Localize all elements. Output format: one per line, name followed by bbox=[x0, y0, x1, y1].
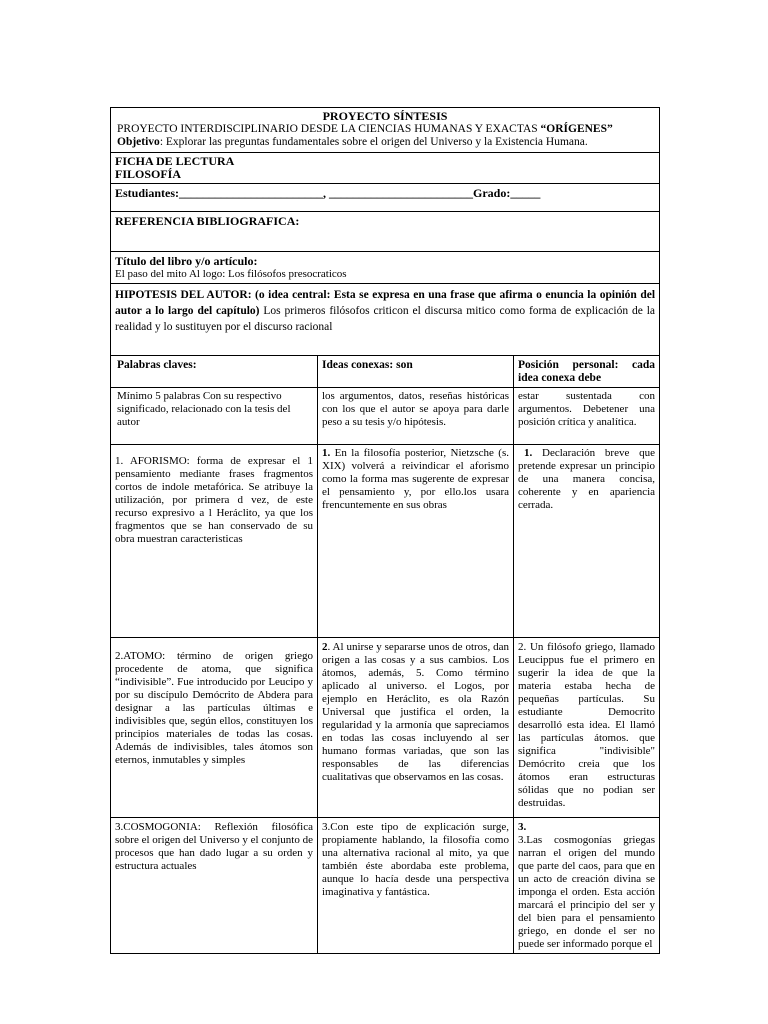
table-row bbox=[111, 638, 660, 818]
ficha-title: FICHA DE LECTURA bbox=[115, 154, 235, 168]
reference-label: REFERENCIA BIBLIOGRAFICA: bbox=[115, 214, 300, 228]
students-field[interactable]: Estudiantes:________________________, ________________________Grado:_____ bbox=[115, 186, 541, 200]
project-subtitle-emphasis: “ORÍGENES” bbox=[540, 123, 613, 135]
instructions-keywords: Mínimo 5 palabras Con su respectivo significado, relacionado con la tesis del autor bbox=[111, 388, 318, 445]
objective-label: Objetivo bbox=[117, 136, 160, 148]
ficha-row bbox=[111, 153, 660, 184]
reference-cell bbox=[111, 212, 660, 252]
book-title-label: Título del libro y/o artículo: bbox=[115, 254, 258, 268]
position-cell-2: 2. Un filósofo griego, llamado Leucippus fue el primero en sugerir la idea de que la materia estaba hecha de pequeñas partículas. Su estudiante Democrito desarrolló esta idea. El llamó las partículas átomos. que significa "indivisible" Demócrito creia que los átomos eran estructuras sólidas que no podian ser destruidas. bbox=[514, 638, 660, 818]
idea-cell-1 bbox=[318, 445, 514, 638]
position-text-1: Declaración breve que pretende expresar un principio de una manera concisa, coherente y en apariencia cerrada. bbox=[518, 447, 656, 511]
hypothesis-cell bbox=[111, 284, 660, 356]
book-title-value: El paso del mito Al logo: Los filósofos presocraticos bbox=[115, 268, 347, 280]
idea-text-2: . Al unirse y separarse unos de otros, dan origen a las cosas y a sus cambios. Los átomos, además, 5. Como término aplicado al universo. el Logos, por ejemplo en Heráclito, es ola Razón Universal que justifica el orden, la regularidad y la armonía que sapreciamos en todas las cosas incluyendo al ser humano formas variadas, que son las responsables de las diferencias cualitativas que observamos en las cosas. bbox=[322, 641, 509, 783]
position-text-3: 3.Las cosmogonías griegas narran el origen del mundo que parte del caos, para que en un acto de creación divina se imponga el orden. Esta acción marcará el principio del ser y del bien para el pensamiento griego, en donde el ser no puede ser informado porque el bbox=[518, 834, 656, 950]
column-header-keywords: Palabras claves: bbox=[111, 356, 318, 388]
idea-text-1: En la filosofía posterior, Nietzsche (s. XIX) volverá a reivindicar el aforismo como la forma mas sugerente de expresar el pensamiento y, por ello.los usara frencuntemente en sus obras bbox=[322, 447, 509, 511]
reading-worksheet bbox=[110, 107, 659, 954]
header-row bbox=[111, 108, 660, 153]
position-number-1: 1. bbox=[524, 447, 533, 459]
position-cell-3 bbox=[514, 818, 660, 954]
project-subtitle bbox=[115, 123, 655, 136]
students-cell bbox=[111, 184, 660, 212]
column-header-position: Posición personal: cada idea conexa debe bbox=[514, 356, 660, 388]
ficha-subject: FILOSOFÍA bbox=[115, 167, 182, 181]
keyword-cell-3: 3.COSMOGONIA: Reflexión filosófica sobre el origen del Universo y el conjunto de procesos que han dado lugar a su orden y estructura actuales bbox=[111, 818, 318, 954]
position-number-3: 3. bbox=[518, 821, 527, 833]
book-title-cell bbox=[111, 252, 660, 284]
column-header-ideas: Ideas conexas: son bbox=[318, 356, 514, 388]
hypothesis-row bbox=[111, 284, 660, 356]
column-header-row bbox=[111, 356, 660, 388]
project-title: PROYECTO SÍNTESIS bbox=[322, 109, 448, 123]
students-row bbox=[111, 184, 660, 212]
project-objective bbox=[115, 136, 655, 149]
instructions-ideas: los argumentos, datos, reseñas históricas con los que el autor se apoya para darle peso a su tesis y/o hipótesis. bbox=[318, 388, 514, 445]
book-title-row bbox=[111, 252, 660, 284]
idea-cell-3: 3.Con este tipo de explicación surge, propiamente hablando, la filosofía como una alternativa racional al mito, ya que también éste abordaba este problema, aunque lo hacía desde una perspectiva imaginativa y fantástica. bbox=[318, 818, 514, 954]
hypothesis-text: Los primeros filósofos criticon el discursa mitico como forma de explicación de la realidad y lo sustituyen por el discurso racional bbox=[115, 305, 656, 333]
project-subtitle-text: PROYECTO INTERDISCIPLINARIO DESDE LA CIENCIAS HUMANAS Y EXACTAS bbox=[117, 123, 541, 135]
ficha-cell bbox=[111, 153, 660, 184]
instructions-position: estar sustentada con argumentos. Debetener una posición crítica y analítica. bbox=[514, 388, 660, 445]
keyword-cell-1: 1. AFORISMO: forma de expresar el 1 pensamiento mediante frases fragmentos cortos de indole metafórica. Se atribuye la utilización, por primera d vez, de este recurso expresivo a l Heráclito, ya que los fragmentos que se han conservado de su obra muestran caracteristicas bbox=[111, 445, 318, 638]
header-cell bbox=[111, 108, 660, 153]
objective-text: : Explorar las preguntas fundamentales sobre el origen del Universo y la Existencia Humana. bbox=[159, 136, 588, 148]
hypothesis-label: HIPOTESIS DEL AUTOR: (o idea central: Esta se expresa en una frase que afirma o enuncia la opinión del autor a lo largo del capítulo) bbox=[115, 289, 656, 317]
worksheet-table bbox=[110, 107, 660, 954]
reference-row bbox=[111, 212, 660, 252]
idea-number-1: 1. bbox=[322, 447, 331, 459]
keyword-cell-2: 2.ATOMO: término de origen griego procedente de atoma, que significa “indivisible”. Fue introducido por Leucipo y por su discípulo Demócrito de Abdera para designar a las partículas últimas e indivisibles que, según ellos, constituyen los principios materiales de todas las cosas. Además de indivisibles, tales átomos son eternos, inmutables y simples bbox=[111, 638, 318, 818]
table-row bbox=[111, 445, 660, 638]
table-row bbox=[111, 818, 660, 954]
idea-cell-2 bbox=[318, 638, 514, 818]
position-cell-1 bbox=[514, 445, 660, 638]
instructions-row bbox=[111, 388, 660, 445]
idea-number-2: 2 bbox=[322, 641, 328, 653]
